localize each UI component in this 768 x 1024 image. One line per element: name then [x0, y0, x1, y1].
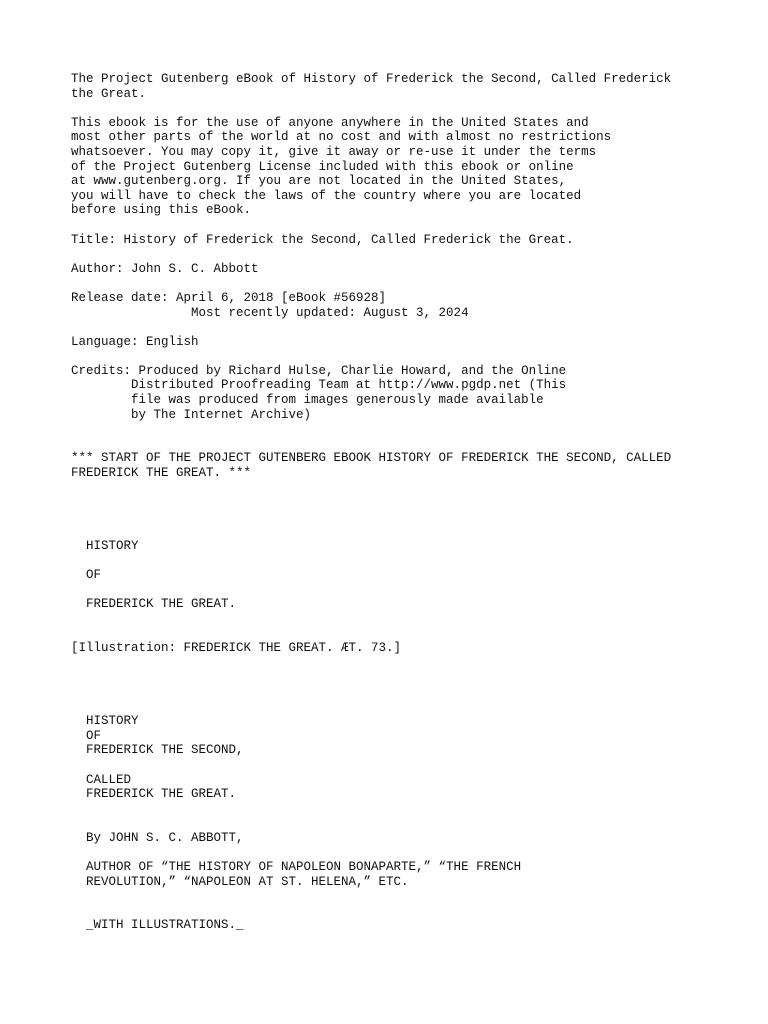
- meta-credits-line: file was produced from images generously made available: [71, 393, 544, 408]
- meta-language: Language: English: [71, 334, 199, 349]
- license-line: before using this eBook.: [71, 203, 252, 218]
- license-line: whatsoever. You may copy it, give it away or re-use it under the terms: [71, 144, 597, 159]
- title-page-called-line: FREDERICK THE GREAT.: [71, 787, 237, 802]
- header-line: the Great.: [71, 86, 147, 101]
- meta-updated-date: Most recently updated: August 3, 2024: [71, 305, 469, 320]
- meta-author: Author: John S. C. Abbott: [71, 261, 259, 276]
- half-title-line: OF: [71, 568, 102, 583]
- header-line: The Project Gutenberg eBook of History of Frederick the Second, Called Frederick: [71, 72, 672, 86]
- license-line: most other parts of the world at no cost and with almost no restrictions: [71, 130, 612, 145]
- title-page-line: OF: [71, 728, 102, 743]
- meta-credits-line: by The Internet Archive): [71, 407, 312, 422]
- ebook-header: [71, 72, 761, 933]
- license-line: This ebook is for the use of anyone anywhere in the United States and: [71, 115, 589, 130]
- meta-credits-line: Distributed Proofreading Team at http://www.pgdp.net (This: [71, 378, 567, 393]
- title-page-line: FREDERICK THE SECOND,: [71, 743, 244, 758]
- title-page-author-of-line: REVOLUTION,” “NAPOLEON AT ST. HELENA,” ETC.: [71, 874, 409, 889]
- start-marker-line: *** START OF THE PROJECT GUTENBERG EBOOK HISTORY OF FREDERICK THE SECOND, CALLED: [71, 451, 672, 466]
- meta-release-date: Release date: April 6, 2018 [eBook #56928]: [71, 290, 387, 305]
- title-page-line: HISTORY: [71, 714, 139, 729]
- illustration-caption: [Illustration: FREDERICK THE GREAT. ÆT. 73.]: [71, 641, 402, 656]
- ebook-text-page: [71, 72, 761, 933]
- half-title-line: FREDERICK THE GREAT.: [71, 597, 237, 612]
- license-line: you will have to check the laws of the country where you are located: [71, 188, 582, 203]
- license-line: at www.gutenberg.org. If you are not located in the United States,: [71, 174, 567, 189]
- meta-title: Title: History of Frederick the Second, Called Frederick the Great.: [71, 232, 574, 247]
- title-page-byline: By JOHN S. C. ABBOTT,: [71, 830, 244, 845]
- title-page-author-of-line: AUTHOR OF “THE HISTORY OF NAPOLEON BONAPARTE,” “THE FRENCH: [71, 860, 522, 875]
- meta-credits-line: Credits: Produced by Richard Hulse, Charlie Howard, and the Online: [71, 363, 567, 378]
- start-marker-line: FREDERICK THE GREAT. ***: [71, 466, 252, 481]
- title-page-illustrations-note: _WITH ILLUSTRATIONS._: [71, 918, 244, 933]
- title-page-called-line: CALLED: [71, 772, 132, 787]
- half-title-line: HISTORY: [71, 539, 139, 553]
- license-line: of the Project Gutenberg License included with this ebook or online: [71, 159, 574, 174]
